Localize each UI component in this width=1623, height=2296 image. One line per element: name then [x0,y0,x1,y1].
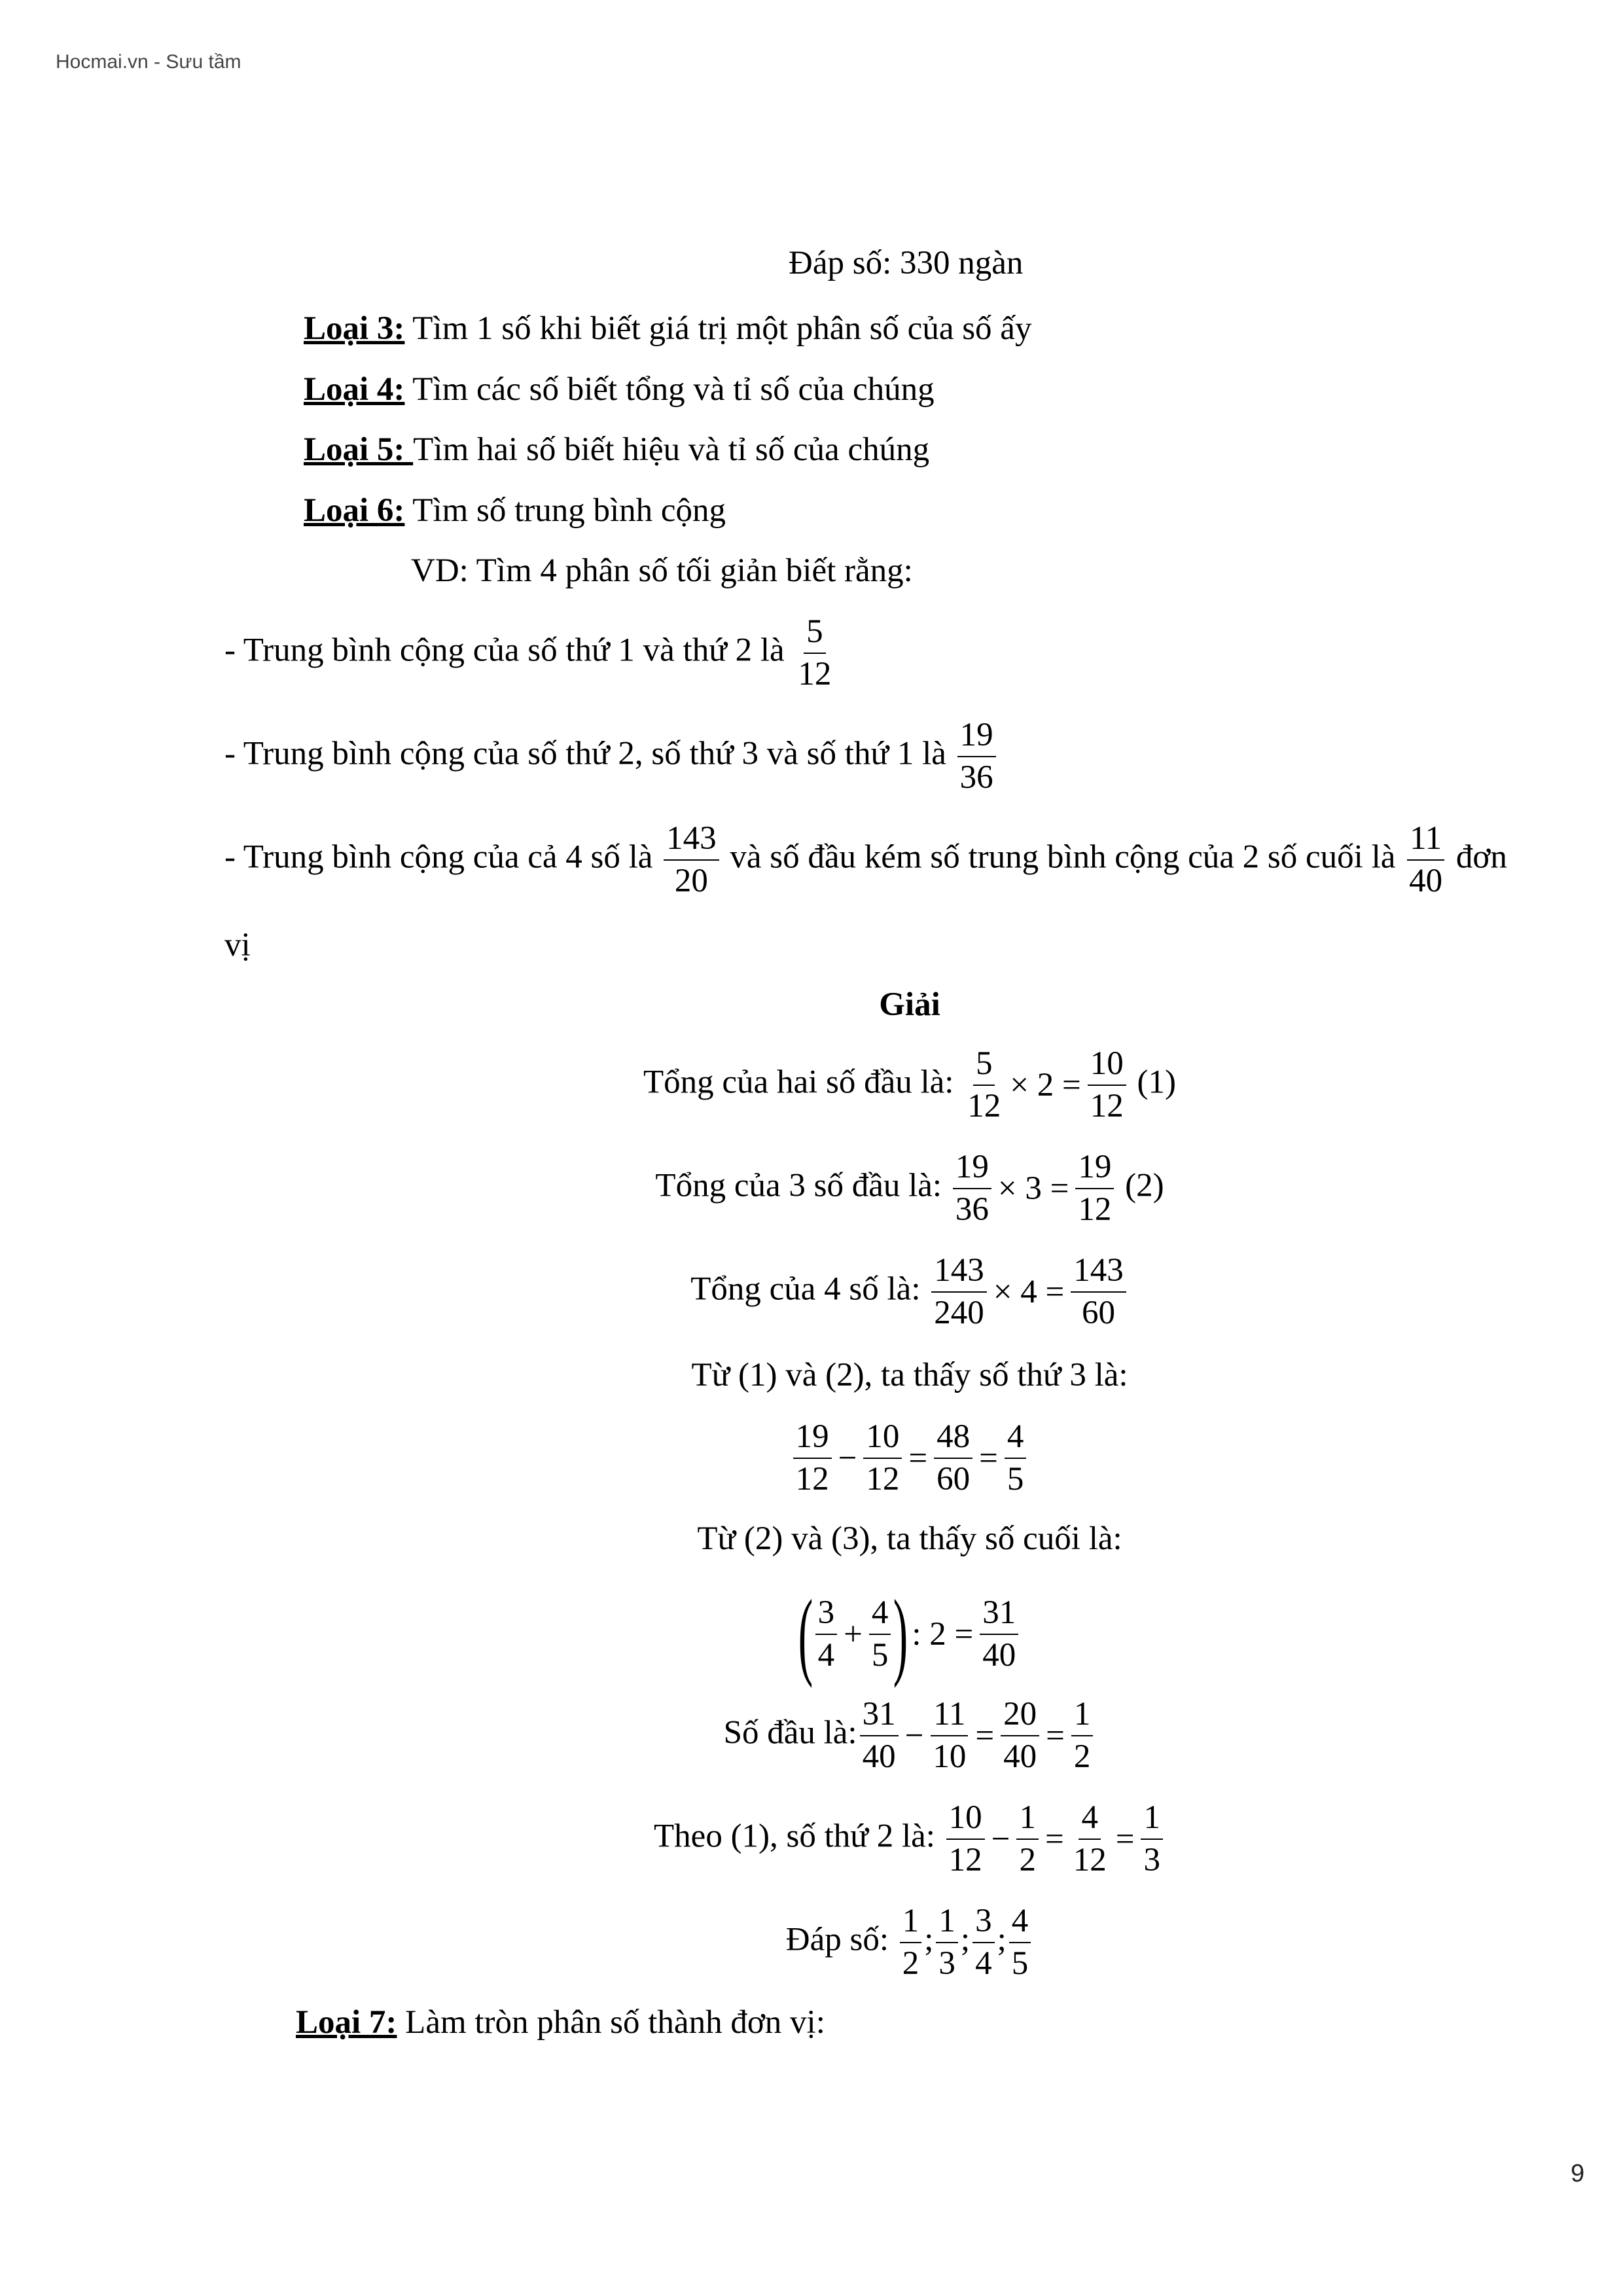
condition-3-text: - Trung bình cộng của cả 4 số là [224,838,653,876]
page-number: 9 [1571,2160,1585,2187]
type-6-text: Tìm số trung bình cộng [404,492,726,529]
type-4-label: Loại 4: [304,371,405,408]
type-5-label: Loại 5: [304,431,414,468]
page-header-source: Hocmai.vn - Sưu tầm [56,51,241,73]
type-6-label: Loại 6: [304,492,405,529]
solution-step-1: Tổng của hai số đầu là: $\frac{5}{12}$ × 2 = $\frac{10}{12}$ (1) [643,1045,1176,1124]
type-3-line [304,309,1031,348]
solution-step-5-calc: ( $\frac{3}{4}$ + $\frac{4}{5}$ ) : 2 = $\frac{31}{40}$ [98,1585,1623,1683]
condition-1-fraction: $\frac{5}{12}$ [798,613,832,692]
solution-answer: Đáp số: $\frac{1}{2}$ ; $\frac{1}{3}$ ; $\frac{3}{4}$ ; $\frac{4}{5}$ [98,1905,1623,1981]
solution-step-4-calc: $\frac{19}{12}$ − $\frac{10}{12}$ = $\frac{48}{60}$ = $\frac{4}{5}$ [98,1420,1623,1496]
type-7-line [296,2003,825,2042]
type-5-text: Tìm hai số biết hiệu và tỉ số của chúng [413,431,930,468]
condition-1-text: - Trung bình cộng của số thứ 1 và thứ 2 là [224,632,785,669]
condition-3-fraction-2: $\frac{11}{40}$ [1406,822,1445,898]
condition-3-tail: đơn [1455,838,1507,876]
condition-3-wrap: vị [224,927,251,963]
type-7-text: Làm tròn phân số thành đơn vị: [397,2004,825,2041]
solution-step-5-label: Từ (2) và (3), ta thấy số cuối là: [697,1520,1122,1557]
solution-step-4-label: Từ (1) và (2), ta thấy số thứ 3 là: [691,1357,1128,1393]
previous-answer: Đáp số: 330 ngàn [789,245,1024,281]
type-7-label: Loại 7: [296,2004,397,2041]
condition-2-text: - Trung bình cộng của số thứ 2, số thứ 3 và số thứ 1 là [224,735,946,772]
condition-2 [224,719,999,795]
type-6-line [304,491,726,530]
condition-1 [224,615,836,691]
type-4-text: Tìm các số biết tổng và tỉ số của chúng [404,371,935,408]
condition-2-fraction: $\frac{19}{36}$ [957,719,996,795]
type-3-text: Tìm 1 số khi biết giá trị một phân số của số ấy [404,310,1032,347]
type-3-label: Loại 3: [304,310,405,347]
solution-step-2: Tổng của 3 số đầu là: $\frac{19}{36}$ × 3 = $\frac{19}{12}$ (2) [655,1149,1164,1228]
type-5-line [304,430,929,469]
condition-3-fraction-1: $\frac{143}{20}$ [664,822,719,898]
condition-3-text-2: và số đầu kém số trung bình cộng của 2 số cuối là [730,838,1396,876]
solution-step-7: Theo (1), số thứ 2 là: $\frac{10}{12}$ − $\frac{1}{2}$ = $\frac{4}{12}$ = $\frac{1}{3}$ [98,1801,1623,1877]
type-4-line [304,370,935,409]
condition-3 [224,822,1507,898]
solution-step-3: Tổng của 4 số là: $\frac{143}{240}$ × 4 = $\frac{143}{60}$ [98,1254,1623,1330]
solution-step-6: Số đầu là: $\frac{31}{40}$ − $\frac{11}{10}$ = $\frac{20}{40}$ = $\frac{1}{2}$ [98,1698,1623,1774]
example-intro: VD: Tìm 4 phân số tối giản biết rằng: [411,552,913,589]
solution-title: Giải [879,986,940,1023]
